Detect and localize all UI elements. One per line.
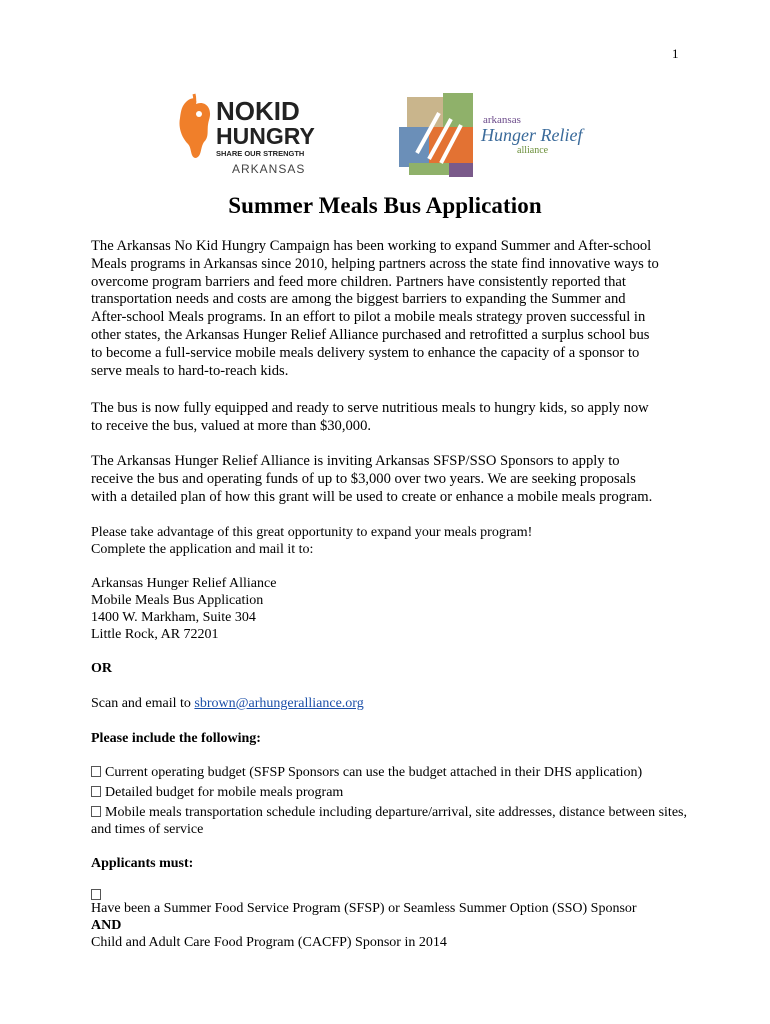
logo-alliance-line1: arkansas <box>483 114 521 126</box>
advantage-paragraph <box>91 524 532 558</box>
bus-paragraph <box>91 400 691 436</box>
logo-nokid-tagline: SHARE OUR STRENGTH <box>216 149 305 158</box>
logo-alliance-line2: Hunger Relief <box>481 125 583 145</box>
requirement-text: Child and Adult Care Food Program (CACFP) Sponsor in 2014 <box>91 935 447 950</box>
invite-line: with a detailed plan of how this grant will be used to create or enhance a mobile meals program. <box>91 488 653 505</box>
scan-prefix: Scan and email to <box>91 696 195 711</box>
invite-line: receive the bus and operating funds of up to $3,000 over two years. We are seeking proposals <box>91 470 636 487</box>
logo-alliance-line3: alliance <box>517 145 549 156</box>
intro-line: serve meals to hard-to-reach kids. <box>91 362 289 379</box>
requirement-line <box>91 889 701 917</box>
checkbox-bullet-icon <box>91 806 101 817</box>
list-item-text: Mobile meals transportation schedule including departure/arrival, site addresses, distance between sites, and times of service <box>91 805 687 837</box>
include-list <box>91 764 691 838</box>
checkbox-bullet-icon <box>91 889 101 900</box>
applicants-requirement <box>91 889 701 951</box>
advantage-line: Please take advantage of this great opportunity to expand your meals program! <box>91 525 533 540</box>
page-number: 1 <box>672 46 679 61</box>
intro-line: transportation needs and costs are among the biggest barriers to expanding the Summer and <box>91 291 626 308</box>
intro-paragraph <box>91 238 691 380</box>
requirement-text: Have been a Summer Food Service Program (SFSP) or Seamless Summer Option (SSO) Sponsor <box>91 901 637 916</box>
intro-line: to become a full-service mobile meals delivery system to enhance the capacity of a sponsor to <box>91 344 640 361</box>
applicants-heading: Applicants must: <box>91 856 194 871</box>
logo-nokid-line1: NOKID <box>216 96 300 126</box>
intro-line: The Arkansas No Kid Hungry Campaign has been working to expand Summer and After-school <box>91 238 652 254</box>
address-line: Arkansas Hunger Relief Alliance <box>91 576 277 591</box>
requirement-line <box>91 917 701 951</box>
intro-line: other states, the Arkansas Hunger Relief Alliance purchased and retrofitted a surplus school bus <box>91 326 650 343</box>
mailing-address <box>91 575 276 643</box>
bus-line: to receive the bus, valued at more than $30,000. <box>91 417 372 434</box>
apple-person-icon <box>179 94 210 158</box>
checkbox-bullet-icon <box>91 766 101 777</box>
list-item-text: Detailed budget for mobile meals program <box>105 785 344 800</box>
advantage-line: Complete the application and mail it to: <box>91 542 314 557</box>
address-line: Mobile Meals Bus Application <box>91 593 264 608</box>
intro-line: Meals programs in Arkansas since 2010, helping partners across the state find innovative ways to <box>91 255 659 272</box>
list-item <box>91 784 691 801</box>
email-link[interactable]: sbrown@arhungeralliance.org <box>194 696 364 711</box>
list-item <box>91 764 691 781</box>
no-kid-hungry-logo <box>172 92 324 178</box>
document-title: Summer Meals Bus Application <box>228 193 542 218</box>
requirement-and: AND <box>91 918 122 933</box>
or-separator: OR <box>91 661 112 676</box>
intro-line: overcome program barriers and feed more children. Partners have consistently reported that <box>91 273 626 290</box>
checkbox-bullet-icon <box>91 786 101 797</box>
invite-line: The Arkansas Hunger Relief Alliance is inviting Arkansas SFSP/SSO Sponsors to apply to <box>91 453 620 469</box>
address-line: 1400 W. Markham, Suite 304 <box>91 610 256 625</box>
include-heading: Please include the following: <box>91 731 261 746</box>
alliance-mosaic-icon <box>399 93 473 177</box>
address-line: Little Rock, AR 72201 <box>91 627 219 642</box>
logo-nokid-line2: HUNGRY <box>216 123 315 149</box>
logo-nokid-state: ARKANSAS <box>232 162 306 176</box>
invite-paragraph <box>91 453 691 506</box>
arkansas-hunger-relief-alliance-logo <box>399 93 589 177</box>
bus-line: The bus is now fully equipped and ready to serve nutritious meals to hungry kids, so apply now <box>91 400 649 416</box>
scan-email-line <box>91 695 364 713</box>
intro-line: After-school Meals programs. In an effort to pilot a mobile meals strategy proven successful in <box>91 309 646 326</box>
list-item-text: Current operating budget (SFSP Sponsors can use the budget attached in their DHS application) <box>105 765 643 780</box>
list-item <box>91 804 691 838</box>
